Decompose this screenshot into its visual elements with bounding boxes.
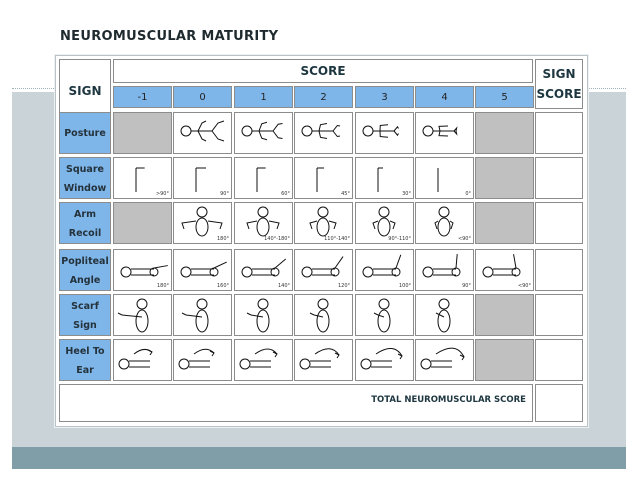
- sign-label-text: Posture: [64, 128, 106, 139]
- score-cell: [113, 294, 172, 336]
- score-cell: [294, 339, 353, 381]
- score-cell: [234, 339, 293, 381]
- score-header-label: SCORE: [300, 64, 346, 78]
- sign-label-text: Arm: [74, 209, 96, 220]
- angle-label: 30°: [402, 191, 411, 197]
- score-cell: [294, 294, 353, 336]
- sign-label-text: Sign: [73, 320, 97, 331]
- score-value: 0: [199, 91, 206, 103]
- score-cell: [173, 339, 232, 381]
- shaded-cell: [113, 202, 172, 244]
- score-cell: [294, 112, 353, 154]
- score-cell: [173, 157, 232, 199]
- scarf-figure: [114, 295, 171, 335]
- angle-label: 110°-140°: [324, 236, 350, 242]
- score-cell: [355, 112, 414, 154]
- score-cell: [234, 112, 293, 154]
- heel-figure: [174, 340, 231, 380]
- score-cell: [234, 249, 293, 291]
- sign-label-text: Ear: [76, 365, 94, 376]
- score-value: 3: [381, 91, 388, 103]
- score-value: 2: [320, 91, 327, 103]
- sign-label-cell: [59, 157, 111, 199]
- heel-figure: [295, 340, 352, 380]
- sign-label-text: Window: [63, 183, 107, 194]
- posture-4-figure: [416, 113, 473, 153]
- score-cell: [355, 339, 414, 381]
- angle-label: 140°: [277, 283, 290, 289]
- shaded-cell: [475, 339, 534, 381]
- angle-label: 45°: [341, 191, 350, 197]
- score-cell: [355, 202, 414, 244]
- score-cell: [475, 249, 534, 291]
- posture-3-figure: [356, 113, 413, 153]
- scarf-figure: [174, 295, 231, 335]
- sign-label-cell: [59, 339, 111, 381]
- page-title: NEUROMUSCULAR MATURITY: [60, 29, 279, 44]
- total-score-label: TOTAL NEUROMUSCULAR SCORE: [371, 395, 526, 405]
- score-cell: [294, 249, 353, 291]
- angle-label: 180°: [216, 236, 229, 242]
- sign-label-text: Heel To: [65, 346, 105, 357]
- score-column-header: [475, 86, 534, 108]
- score-cell: [234, 157, 293, 199]
- sign-label-text: Recoil: [68, 228, 102, 239]
- angle-label: 90°: [220, 191, 229, 197]
- angle-label: 90°: [462, 283, 471, 289]
- score-cell: [355, 294, 414, 336]
- shaded-cell: [475, 112, 534, 154]
- sign-score-header-cell: [535, 59, 583, 109]
- sign-label-text: Scarf: [71, 301, 99, 312]
- sign-label-text: Angle: [69, 275, 101, 286]
- score-cell: [173, 202, 232, 244]
- score-column-header: [234, 86, 293, 108]
- sign-score-cell: [535, 339, 583, 381]
- score-cell: [415, 249, 474, 291]
- angle-label: 0°: [465, 191, 471, 197]
- sign-label-text: Square: [66, 164, 104, 175]
- sign-score-cell: [535, 112, 583, 154]
- scarf-figure: [295, 295, 352, 335]
- score-cell: [355, 157, 414, 199]
- scarf-figure: [235, 295, 292, 335]
- sign-score-cell: [535, 202, 583, 244]
- sign-label-cell: [59, 202, 111, 244]
- score-cell: [415, 112, 474, 154]
- total-score-value-cell: [535, 384, 583, 422]
- score-cell: [355, 249, 414, 291]
- posture-1-figure: [235, 113, 292, 153]
- score-value: 4: [441, 91, 448, 103]
- shaded-cell: [113, 112, 172, 154]
- heel-figure: [114, 340, 171, 380]
- sign-score-header-label: SIGN: [542, 67, 576, 81]
- score-cell: [113, 339, 172, 381]
- angle-label: 140°-180°: [264, 236, 290, 242]
- heel-figure: [416, 340, 473, 380]
- scarf-figure: [416, 295, 473, 335]
- sign-label-cell: [59, 112, 111, 154]
- posture-2-figure: [295, 113, 352, 153]
- scoring-table: [55, 55, 588, 427]
- angle-label: 180°: [156, 283, 169, 289]
- score-column-header: [294, 86, 353, 108]
- sign-label-cell: [59, 294, 111, 336]
- score-cell: [234, 294, 293, 336]
- sign-label-cell: [59, 249, 111, 291]
- score-value: 5: [501, 91, 508, 103]
- angle-label: <90°: [517, 283, 531, 289]
- score-column-header: [113, 86, 172, 108]
- score-column-header: [355, 86, 414, 108]
- scarf-figure: [356, 295, 413, 335]
- score-cell: [415, 339, 474, 381]
- score-cell: [415, 157, 474, 199]
- score-value: 1: [260, 91, 267, 103]
- shaded-cell: [475, 202, 534, 244]
- shaded-cell: [475, 294, 534, 336]
- slide-footer-band: [12, 447, 626, 469]
- angle-label: >90°: [155, 191, 169, 197]
- score-cell: [415, 294, 474, 336]
- score-cell: [173, 249, 232, 291]
- score-cell: [113, 157, 172, 199]
- sign-label-text: Popliteal: [61, 256, 109, 267]
- score-cell: [415, 202, 474, 244]
- total-row-cell: [59, 384, 533, 422]
- heel-figure: [235, 340, 292, 380]
- heel-figure: [356, 340, 413, 380]
- score-cell: [294, 202, 353, 244]
- angle-label: 90°-110°: [388, 236, 411, 242]
- score-value: -1: [137, 91, 148, 103]
- angle-label: 120°: [337, 283, 350, 289]
- angle-label: 160°: [216, 283, 229, 289]
- score-cell: [234, 202, 293, 244]
- score-column-header: [415, 86, 474, 108]
- angle-label: <90°: [457, 236, 471, 242]
- sign-score-cell: [535, 249, 583, 291]
- score-cell: [173, 112, 232, 154]
- sign-score-cell: [535, 157, 583, 199]
- score-header-cell: [113, 59, 533, 83]
- score-cell: [294, 157, 353, 199]
- score-cell: [113, 249, 172, 291]
- sign-score-cell: [535, 294, 583, 336]
- angle-label: 60°: [281, 191, 290, 197]
- sign-score-header-label: SCORE: [536, 87, 582, 101]
- score-column-header: [173, 86, 232, 108]
- angle-label: 100°: [398, 283, 411, 289]
- shaded-cell: [475, 157, 534, 199]
- sign-header-label: SIGN: [68, 84, 102, 98]
- posture-0-figure: [174, 113, 231, 153]
- score-cell: [173, 294, 232, 336]
